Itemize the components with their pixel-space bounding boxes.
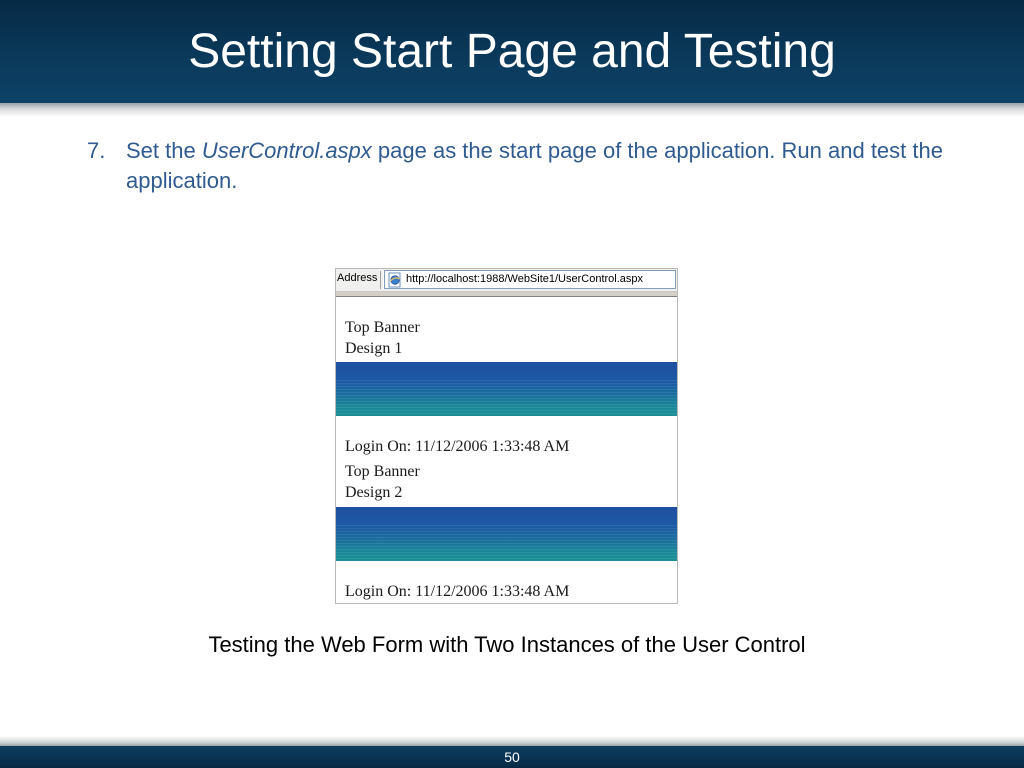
page-number: 50 — [504, 749, 520, 765]
instance-2-line1: Top Banner — [345, 463, 420, 480]
step-text-after: page as the start page of the application. Run and test the application. — [126, 138, 943, 193]
slide-title: Setting Start Page and Testing — [188, 25, 836, 78]
header-divider — [0, 103, 1024, 117]
instance-1-line1: Top Banner — [345, 319, 420, 336]
page-icon — [387, 272, 403, 288]
instance-2-line2: Design 2 — [345, 484, 403, 501]
footer-divider — [0, 736, 1024, 746]
instance-1-login: Login On: 11/12/2006 1:33:48 AM — [345, 438, 570, 455]
banner-image-1 — [336, 362, 677, 416]
address-label: Address — [337, 272, 378, 284]
step-number: 7. — [87, 138, 106, 163]
step-text — [126, 136, 996, 196]
address-input[interactable] — [384, 270, 676, 289]
slide-header — [0, 0, 1024, 103]
toolbar-edge — [336, 292, 677, 297]
figure-caption: Testing the Web Form with Two Instances of the User Control — [208, 632, 806, 657]
step-text-before: Set the — [126, 138, 202, 163]
address-url: http://localhost:1988/WebSite1/UserControl.aspx — [406, 273, 644, 285]
address-bar — [336, 269, 677, 292]
step-filename: UserControl.aspx — [201, 138, 372, 163]
instance-1-line2: Design 1 — [345, 340, 403, 357]
banner-image-2 — [336, 507, 677, 561]
slide-footer — [0, 746, 1024, 768]
instance-2-login: Login On: 11/12/2006 1:33:48 AM — [345, 583, 570, 600]
browser-screenshot — [335, 268, 678, 604]
